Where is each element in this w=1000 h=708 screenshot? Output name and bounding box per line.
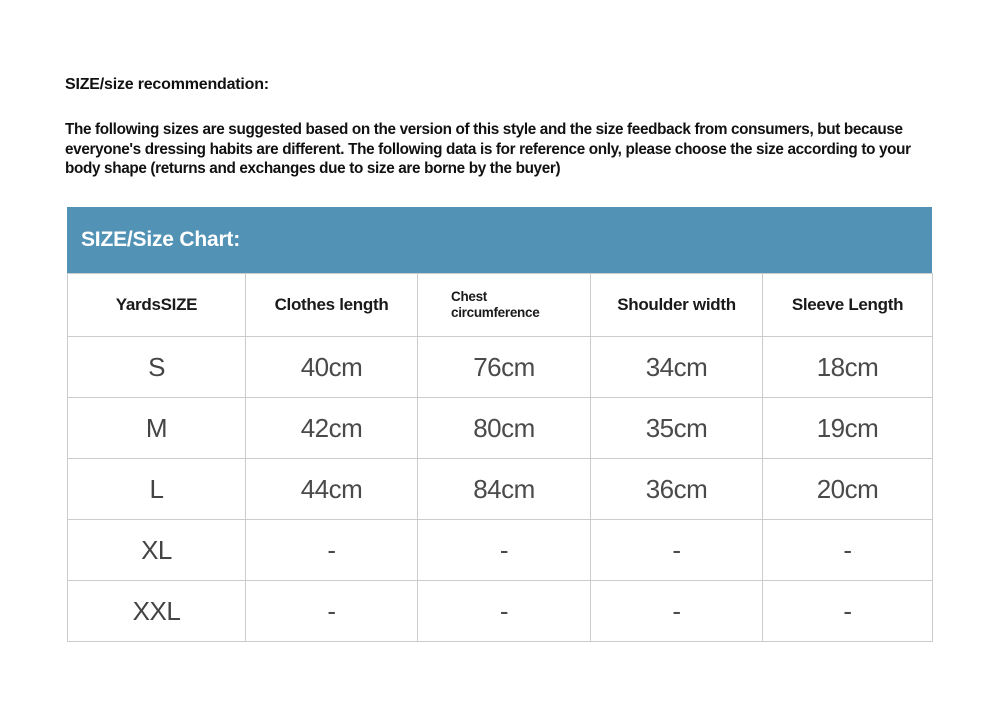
column-header-sleeve-length: Sleeve Length (763, 274, 933, 337)
sleeve-length-cell: 18cm (763, 337, 933, 398)
table-row-m (68, 398, 933, 459)
size-label-cell: XXL (68, 581, 246, 642)
size-table (67, 273, 933, 642)
table-row-l (68, 459, 933, 520)
size-chart-header-label: SIZE/Size Chart: (81, 228, 240, 251)
chest-circumference-cell: - (418, 581, 591, 642)
table-row-xxl (68, 581, 933, 642)
size-label-cell: M (68, 398, 246, 459)
column-header-chest-circumference-label: Chest circumference (451, 289, 540, 320)
shoulder-width-cell: 34cm (591, 337, 763, 398)
shoulder-width-cell: - (591, 520, 763, 581)
sleeve-length-cell: 20cm (763, 459, 933, 520)
clothes-length-cell: 44cm (246, 459, 418, 520)
column-header-chest-circumference (418, 274, 591, 337)
column-header-clothes-length: Clothes length (246, 274, 418, 337)
shoulder-width-cell: - (591, 581, 763, 642)
table-row-s (68, 337, 933, 398)
table-row-xl (68, 520, 933, 581)
column-header-shoulder-width: Shoulder width (591, 274, 763, 337)
shoulder-width-cell: 36cm (591, 459, 763, 520)
sleeve-length-cell: 19cm (763, 398, 933, 459)
column-header-size: YardsSIZE (68, 274, 246, 337)
disclaimer-text: The following sizes are suggested based on the version of this style and the size feedback from consumers, but because everyone's dressing habits are different. The following data is for reference only, please choose the size according to your body shape (returns and exchanges due to size are borne by the buyer) (65, 121, 911, 177)
chest-circumference-cell: 84cm (418, 459, 591, 520)
sleeve-length-cell: - (763, 581, 933, 642)
table-header-row (68, 274, 933, 337)
clothes-length-cell: 40cm (246, 337, 418, 398)
clothes-length-cell: 42cm (246, 398, 418, 459)
size-chart-header-bar (67, 207, 932, 273)
size-label-cell: S (68, 337, 246, 398)
size-label-cell: L (68, 459, 246, 520)
clothes-length-cell: - (246, 581, 418, 642)
clothes-length-cell: - (246, 520, 418, 581)
page-title: SIZE/size recommendation: (65, 76, 269, 93)
chest-circumference-cell: - (418, 520, 591, 581)
chest-circumference-cell: 76cm (418, 337, 591, 398)
sleeve-length-cell: - (763, 520, 933, 581)
size-label-cell: XL (68, 520, 246, 581)
shoulder-width-cell: 35cm (591, 398, 763, 459)
chest-circumference-cell: 80cm (418, 398, 591, 459)
